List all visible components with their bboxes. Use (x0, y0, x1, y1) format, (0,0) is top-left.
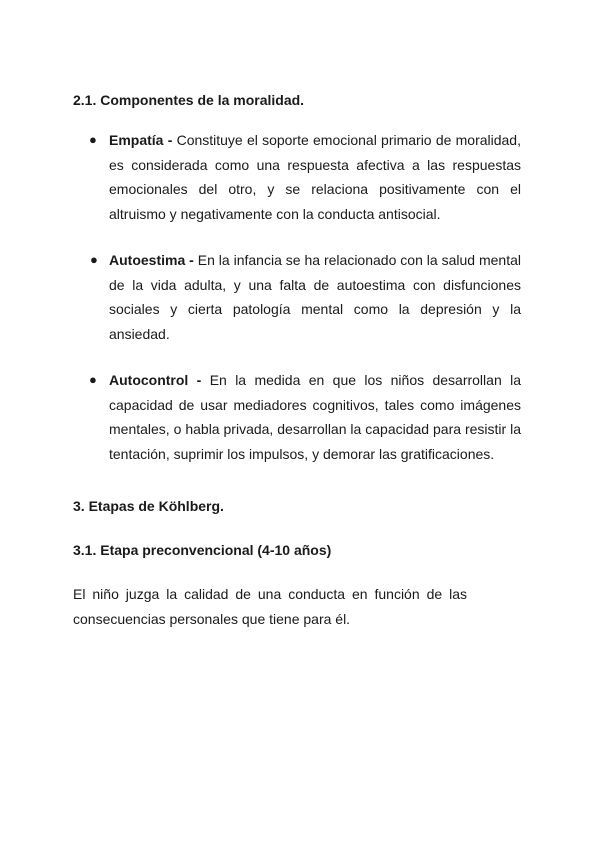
bullet-dot-icon: ● (89, 132, 97, 147)
bullet-dot-icon: ● (89, 372, 97, 387)
list-item-empatia (89, 128, 521, 226)
section-heading-2-1: 2.1. Componentes de la moralidad. (73, 92, 305, 108)
text-empatia: Constituye el soporte emocional primario de moralidad, es considerada como una respuesta afectiva a las respuestas emocionales del otro, y se relaciona positivamente con el altruismo y negativamente con la conducta antisocial. (109, 132, 521, 222)
bullet-dot-icon: ● (90, 252, 98, 267)
term-autocontrol: Autocontrol - (109, 372, 210, 388)
text-autocontrol: En la medida en que los niños desarrollan la capacidad de usar mediadores cognitivos, tales como imágenes mentales, o habla privada, desarrollan la capacidad para resistir la tentación, suprimir los impulsos, y demorar las gratificaciones. (109, 372, 521, 462)
term-empatia: Empatía - (109, 132, 177, 148)
list-item-autocontrol (89, 368, 521, 466)
list-item-autoestima (90, 248, 522, 346)
text-autoestima: En la infancia se ha relacionado con la salud mental de la vida adulta, y una falta de autoestima con disfunciones sociales y cierta patología mental como la depresión y la ansiedad. (109, 252, 522, 342)
section-heading-3: 3. Etapas de Köhlberg. (73, 498, 224, 514)
paragraph-3-1: El niño juzga la calidad de una conducta en función de las consecuencias personales que tiene para él. (73, 586, 467, 627)
section-heading-3-1: 3.1. Etapa preconvencional (4-10 años) (73, 542, 332, 558)
term-autoestima: Autoestima - (109, 252, 198, 268)
